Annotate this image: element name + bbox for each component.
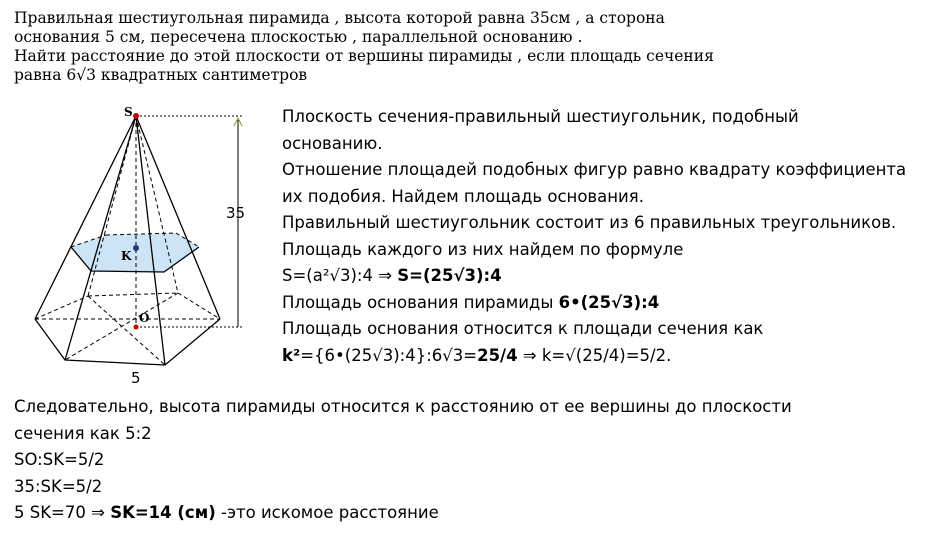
section-hexagon bbox=[71, 233, 199, 272]
solution-line-6: Площадь каждого из них найдем по формуле bbox=[282, 239, 684, 259]
triangle-area: S=(25√3):4 bbox=[397, 266, 502, 285]
section-center-point bbox=[133, 245, 139, 251]
k-squared-expr: ={6•(25√3):4}:6√3= bbox=[300, 345, 478, 365]
k-value: ⇒ k=√(25/4)=5/2. bbox=[517, 345, 672, 365]
problem-line-4: равна 6√3 квадратных сантиметров bbox=[14, 66, 308, 84]
area-formula: S=(a²√3):4 ⇒ bbox=[282, 266, 398, 285]
conclusion-line-5 bbox=[14, 500, 792, 527]
solution-line-7 bbox=[282, 263, 906, 290]
solution-line-10 bbox=[282, 343, 906, 370]
equation: 5 SK=70 ⇒ bbox=[14, 503, 111, 522]
section-center-label: K bbox=[121, 249, 132, 263]
solution-line-8 bbox=[282, 290, 906, 317]
base-area-text: Площадь основания пирамиды bbox=[282, 292, 559, 312]
pyramid-figure bbox=[20, 100, 260, 394]
k-squared-value: 25/4 bbox=[477, 345, 518, 365]
apex-label: S bbox=[124, 105, 133, 119]
side-label: 5 bbox=[131, 369, 141, 387]
solution-line-3: Отношение площадей подобных фигур равно квадрату коэффициента bbox=[282, 160, 907, 179]
solution-line-4: их подобия. Найдем площадь основания. bbox=[282, 186, 644, 206]
base-area-value: 6•(25√3):4 bbox=[558, 292, 660, 312]
base-center-label: O bbox=[139, 311, 150, 325]
problem-line-2: основания 5 см, пересечена плоскостью , параллельной основанию . bbox=[14, 28, 583, 46]
problem-statement bbox=[14, 9, 714, 85]
conclusion-line-1: Следовательно, высота пирамиды относится к расстоянию от ее вершины до плоскости bbox=[14, 397, 792, 416]
solution-line-1: Плоскость сечения-правильный шестиугольник, подобный bbox=[282, 107, 799, 126]
solution-line-5: Правильный шестиугольник состоит из 6 правильных треугольников. bbox=[282, 213, 897, 232]
k-squared: k² bbox=[282, 345, 301, 365]
pyramid-diagram bbox=[20, 100, 260, 390]
conclusion-text bbox=[14, 394, 792, 527]
base-center-point bbox=[134, 325, 139, 330]
problem-line-3: Найти расстояние до этой плоскости от вершины пирамиды , если площадь сечения bbox=[14, 47, 714, 65]
height-label: 35 bbox=[226, 204, 246, 222]
problem-line-1: Правильная шестиугольная пирамида , высота которой равна 35см , а сторона bbox=[14, 9, 665, 27]
solution-line-2: основанию. bbox=[282, 133, 383, 153]
solution-text bbox=[282, 104, 906, 369]
solution-line-9: Площадь основания относится к площади сечения как bbox=[282, 319, 764, 338]
conclusion-line-4: 35:SK=5/2 bbox=[14, 476, 103, 496]
conclusion-line-2: сечения как 5:2 bbox=[14, 423, 152, 443]
conclusion-line-3: SO:SK=5/2 bbox=[14, 450, 105, 469]
apex-point bbox=[133, 113, 139, 119]
answer: SK=14 (см) bbox=[110, 503, 216, 522]
answer-note: -это искомое расстояние bbox=[215, 503, 439, 522]
